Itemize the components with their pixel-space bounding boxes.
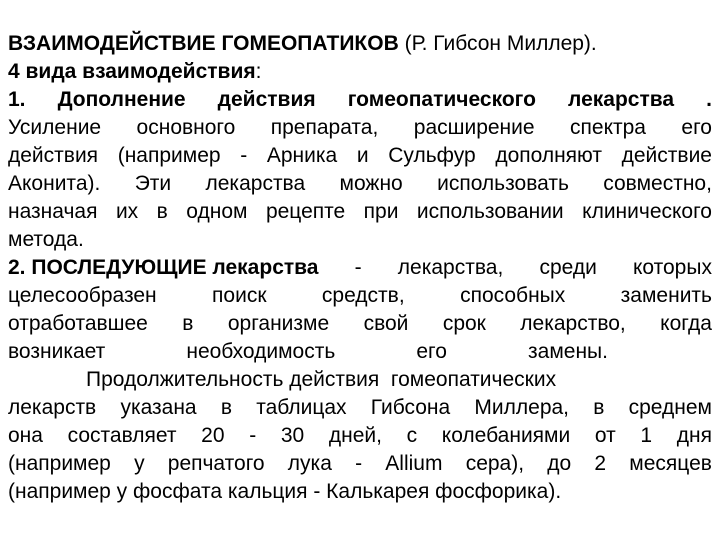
word: лекарство, bbox=[520, 312, 626, 335]
word: можно bbox=[339, 172, 403, 195]
word: клинического bbox=[582, 200, 712, 223]
word: (например bbox=[8, 452, 111, 475]
word: в bbox=[156, 200, 168, 223]
word: 1 bbox=[640, 424, 653, 447]
word: она bbox=[8, 424, 43, 447]
item2-line bbox=[8, 338, 608, 366]
item1-line bbox=[8, 170, 712, 198]
word: (например bbox=[117, 144, 221, 167]
word: 20 bbox=[201, 424, 225, 447]
item2-heading-bold: 2. ПОСЛЕДУЮЩИЕ лекарства bbox=[8, 256, 319, 279]
item2-line bbox=[8, 310, 712, 338]
item1-line bbox=[8, 142, 712, 170]
word: дня bbox=[676, 424, 712, 447]
word: при bbox=[363, 200, 399, 223]
word: - bbox=[240, 144, 248, 167]
word: дней, bbox=[328, 424, 382, 447]
word: среди bbox=[539, 256, 597, 279]
word: препарата, bbox=[270, 116, 379, 139]
item1-heading-word: Дополнение bbox=[57, 88, 186, 111]
item2-line bbox=[8, 282, 712, 310]
word: - bbox=[355, 452, 363, 475]
word: заменить bbox=[620, 284, 712, 307]
item1-heading-word: действия bbox=[217, 88, 316, 111]
word: Арника bbox=[266, 144, 338, 167]
paragraph-last-line: (например у фосфата кальция - Калькарея фосфорика). bbox=[8, 480, 562, 503]
word: свой bbox=[363, 312, 409, 335]
word: когда bbox=[660, 312, 712, 335]
word: способных bbox=[460, 284, 566, 307]
word: репчатого bbox=[167, 452, 265, 475]
word: среднем bbox=[628, 396, 712, 419]
word: месяцев bbox=[629, 452, 712, 475]
word: расширение bbox=[413, 116, 535, 139]
word: их bbox=[115, 200, 139, 223]
word: назначая bbox=[8, 200, 98, 223]
word: до bbox=[547, 452, 572, 475]
word: лекарства, bbox=[397, 256, 504, 279]
word: 2 bbox=[594, 452, 607, 475]
word: составляет bbox=[67, 424, 177, 447]
item1-heading bbox=[8, 86, 712, 114]
word: действие bbox=[621, 144, 712, 167]
subtitle-colon: : bbox=[255, 60, 262, 83]
word: таблицах bbox=[256, 396, 347, 419]
word: одном bbox=[186, 200, 248, 223]
slide-body bbox=[8, 30, 712, 506]
item1-line bbox=[8, 114, 712, 142]
item1-heading-word: . bbox=[706, 88, 712, 111]
word: колебаниями bbox=[441, 424, 571, 447]
word: 30 bbox=[280, 424, 305, 447]
slide-title bbox=[8, 30, 712, 58]
word: средств, bbox=[321, 284, 405, 307]
title-author: (Р. Гибсон Миллер). bbox=[398, 32, 597, 55]
paragraph-line bbox=[8, 422, 712, 450]
word: замены. bbox=[528, 340, 608, 363]
word: Усиление bbox=[8, 116, 102, 139]
word: и bbox=[356, 144, 369, 167]
word: Гибсона bbox=[370, 396, 451, 419]
word: в bbox=[182, 312, 194, 335]
title-bold: ВЗАИМОДЕЙСТВИЕ ГОМЕОПАТИКОВ bbox=[8, 32, 399, 55]
word: использовать bbox=[437, 172, 569, 195]
word: спектра bbox=[570, 116, 646, 139]
word: у bbox=[134, 452, 145, 475]
word: Эти bbox=[134, 172, 172, 195]
word: отработавшее bbox=[8, 312, 148, 335]
word: с bbox=[406, 424, 418, 447]
item1-line bbox=[8, 198, 712, 226]
word: поиск bbox=[212, 284, 267, 307]
word: в bbox=[593, 396, 605, 419]
item1-last-line: метода. bbox=[8, 228, 84, 251]
subtitle-bold: 4 вида взаимодействия bbox=[8, 60, 256, 83]
word: указана bbox=[120, 396, 197, 419]
word: лука bbox=[287, 452, 332, 475]
item1-heading-word: лекарства bbox=[568, 88, 675, 111]
word: сера), bbox=[465, 452, 525, 475]
word: в bbox=[220, 396, 232, 419]
word: организме bbox=[227, 312, 330, 335]
word: основного bbox=[136, 116, 236, 139]
word: использовании bbox=[416, 200, 564, 223]
word: его bbox=[681, 116, 712, 139]
word: его bbox=[416, 340, 447, 363]
word: Сульфур bbox=[388, 144, 476, 167]
item1-heading-word: гомеопатического bbox=[347, 88, 536, 111]
word: необходимость bbox=[186, 340, 336, 363]
paragraph-line bbox=[8, 394, 712, 422]
item2-heading bbox=[8, 254, 712, 282]
word: совместно, bbox=[603, 172, 712, 195]
subtitle bbox=[8, 58, 712, 86]
word: от bbox=[594, 424, 616, 447]
word: Allium bbox=[385, 452, 443, 475]
word: лекарства bbox=[205, 172, 306, 195]
word: целесообразен bbox=[8, 284, 157, 307]
word: возникает bbox=[8, 340, 106, 363]
word: дополняют bbox=[495, 144, 602, 167]
word: - bbox=[354, 256, 362, 279]
paragraph-line bbox=[8, 450, 712, 478]
word: действия bbox=[8, 144, 99, 167]
word: Миллера, bbox=[474, 396, 570, 419]
paragraph-first-line: Продолжительность действия гомеопатических bbox=[86, 368, 557, 391]
word: срок bbox=[442, 312, 486, 335]
word: рецепте bbox=[265, 200, 346, 223]
item1-heading-word: 1. bbox=[8, 88, 26, 111]
word: - bbox=[249, 424, 257, 447]
word: Аконита). bbox=[8, 172, 101, 195]
word: лекарств bbox=[8, 396, 97, 419]
word: которых bbox=[632, 256, 712, 279]
